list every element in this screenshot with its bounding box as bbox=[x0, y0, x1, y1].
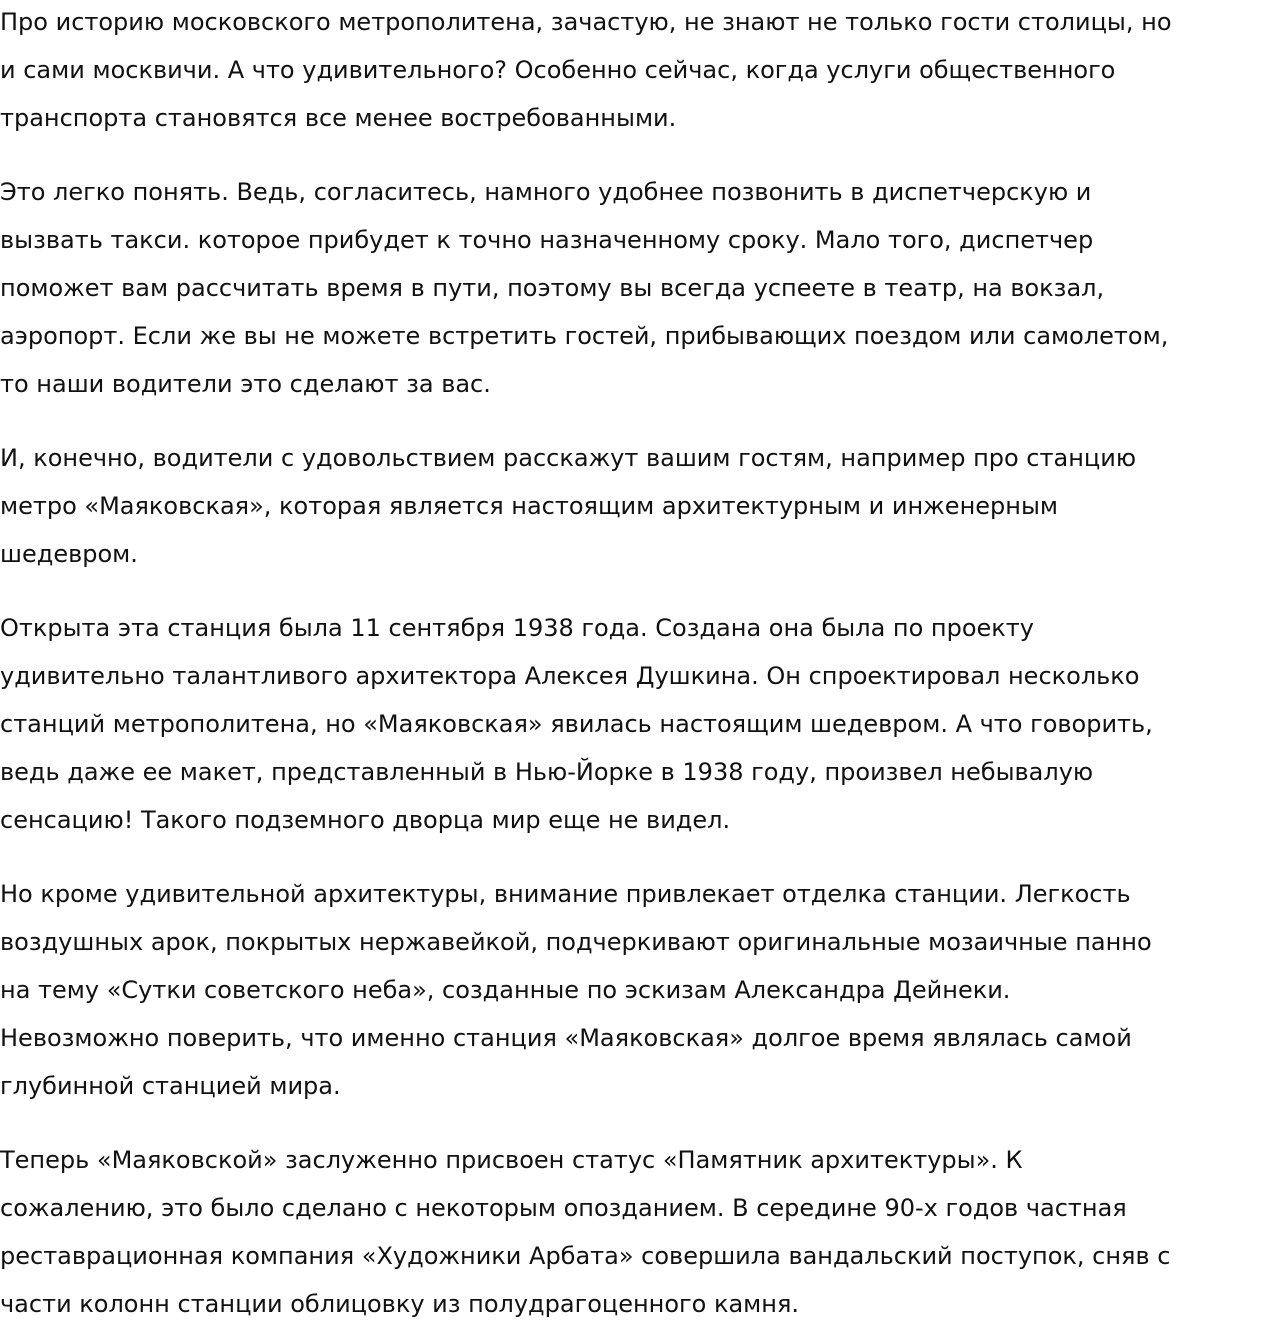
paragraph-station-decoration: Но кроме удивительной архитектуры, внимание привлекает отделка станции. Легкость воздушных арок, покрытых нержавейкой, подчеркивают оригинальные мозаичные панно на тему «Сутки советского неба», созданные по эскизам Александра Дейнеки. Невозможно поверить, что именно станция «Маяковская» долгое время являлась самой глубинной станцией мира. bbox=[0, 880, 1152, 1100]
paragraph-metro-history-intro: Про историю московского метрополитена, зачастую, не знают не только гости столицы, но и сами москвичи. А что удивительного? Особенно сейчас, когда услуги общественного транспорта становятся все менее востребованными. bbox=[0, 8, 1172, 132]
paragraph-mayakovskaya-masterpiece: И, конечно, водители с удовольствием расскажут вашим гостям, например про станцию метро «Маяковская», которая является настоящим архитектурным и инженерным шедевром. bbox=[0, 444, 1137, 568]
paragraph-taxi-convenience: Это легко понять. Ведь, согласитесь, намного удобнее позвонить в диспетчерскую и вызвать такси. которое прибудет к точно назначенному сроку. Мало того, диспетчер поможет вам рассчитать время в пути, поэтому вы всегда успеете в театр, на вокзал, аэропорт. Если же вы не можете встретить гостей, прибывающих поездом или самолетом, то наши водители это сделают за вас. bbox=[0, 178, 1169, 398]
paragraph-architecture-monument: Теперь «Маяковской» заслуженно присвоен статус «Памятник архитектуры». К сожалению, это было сделано с некоторым опозданием. В середине 90-х годов частная реставрационная компания «Художники Арбата» совершила вандальский поступок, сняв с части колонн станции облицовку из полудрагоценного камня. bbox=[0, 1146, 1171, 1318]
paragraph-station-opening: Открыта эта станция была 11 сентября 1938 года. Создана она была по проекту удивительно талантливого архитектора Алексея Душкина. Он спроектировал несколько станций метрополитена, но «Маяковская» явилась настоящим шедевром. А что говорить, ведь даже ее макет, представленный в Нью-Йорке в 1938 году, произвел небывалую сенсацию! Такого подземного дворца мир еще не видел. bbox=[0, 614, 1153, 834]
